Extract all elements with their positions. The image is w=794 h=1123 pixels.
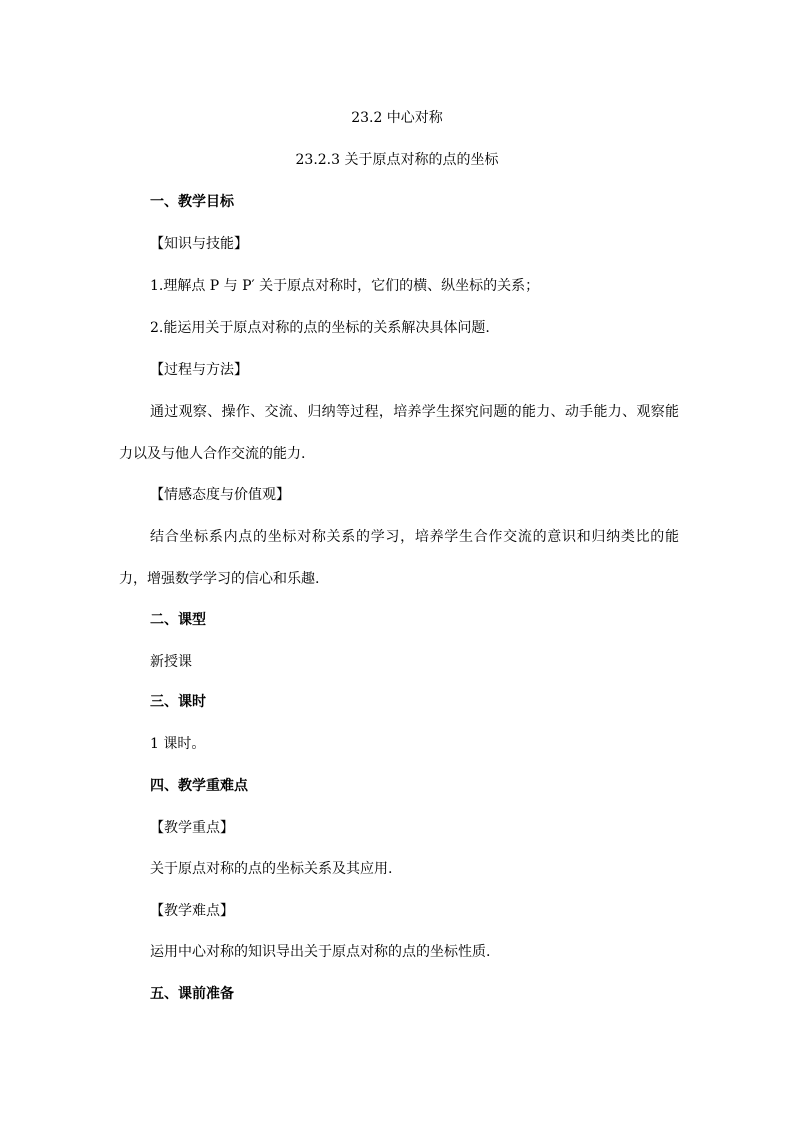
- goal-item-2: 2.能运用关于原点对称的点的坐标的关系解决具体问题.: [150, 320, 490, 336]
- lesson-type-text: 新授课: [150, 654, 192, 670]
- document-title: 23.2 中心对称: [351, 110, 443, 126]
- goal-item-1: 1.理解点 P 与 P′ 关于原点对称时，它们的横、纵坐标的关系；: [150, 278, 540, 294]
- label-knowledge-skills: 【知识与技能】: [150, 236, 248, 252]
- heading-key-difficult-points: 四、教学重难点: [150, 778, 248, 794]
- heading-teaching-goals: 一、教学目标: [150, 194, 234, 210]
- label-difficult-point: 【教学难点】: [150, 903, 234, 919]
- heading-lesson-type: 二、课型: [150, 612, 206, 628]
- heading-preparation: 五、课前准备: [150, 986, 234, 1002]
- heading-class-hours: 三、课时: [150, 694, 206, 710]
- difficult-point-text: 运用中心对称的知识导出关于原点对称的点的坐标性质.: [150, 944, 491, 960]
- process-paragraph: 通过观察、操作、交流、归纳等过程，培养学生探究问题的能力、动手能力、观察能力以及与他人合作交流的能力.: [119, 404, 679, 462]
- label-emotion-values: 【情感态度与价值观】: [150, 487, 290, 503]
- section-subtitle: 23.2.3 关于原点对称的点的坐标: [295, 152, 499, 168]
- key-point-text: 关于原点对称的点的坐标关系及其应用.: [150, 861, 393, 877]
- label-key-point: 【教学重点】: [150, 820, 234, 836]
- label-process-methods: 【过程与方法】: [150, 362, 248, 378]
- emotion-paragraph: 结合坐标系内点的坐标对称关系的学习，培养学生合作交流的意识和归纳类比的能力，增强数学学习的信心和乐趣.: [119, 529, 679, 587]
- class-hours-text: 1 课时。: [150, 736, 206, 752]
